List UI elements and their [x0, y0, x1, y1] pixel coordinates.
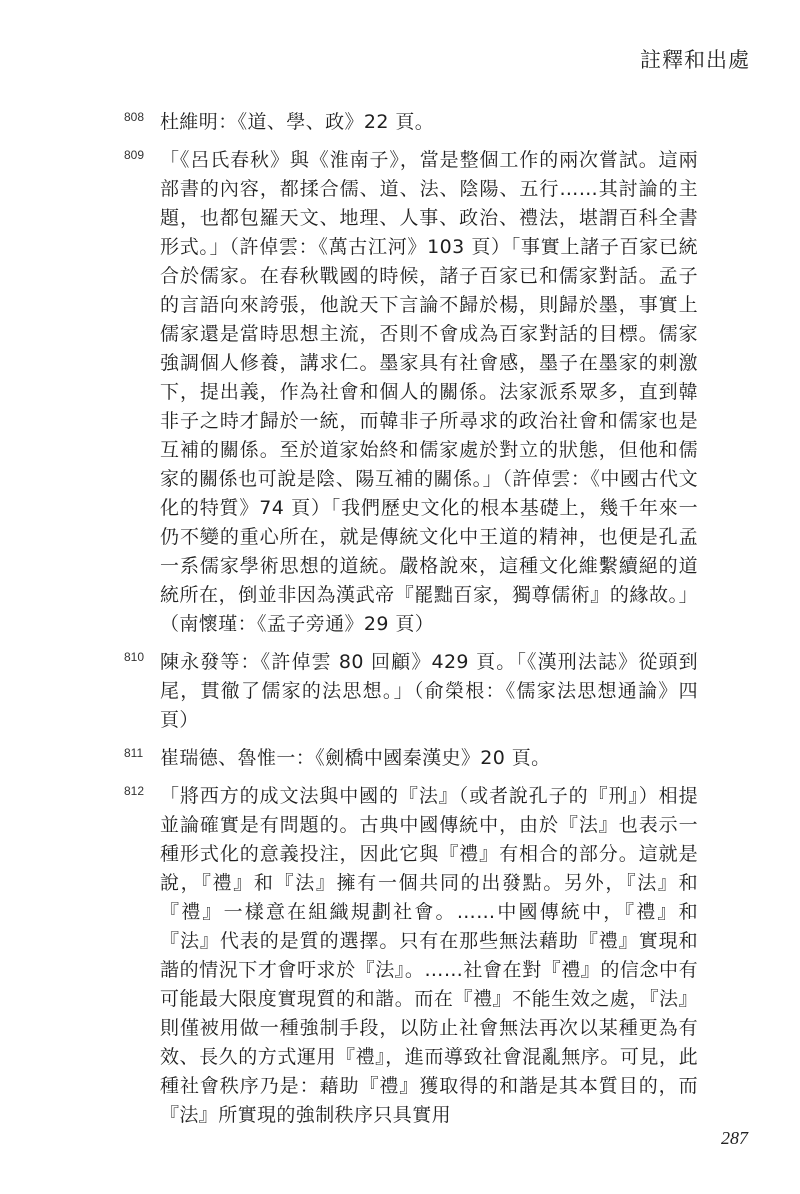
footnote-809 — [124, 146, 698, 639]
footnote-text: 崔瑞德、魯惟一：《劍橋中國秦漢史》20 頁。 — [160, 747, 551, 769]
footnote-810 — [124, 648, 698, 735]
footnote-text: 「將西方的成文法與中國的『法』（或者說孔子的『刑』）相提並論確實是有問題的。古典中國傳統中，由於『法』也表示一種形式化的意義投注，因此它與『禮』有相合的部分。這就是說，『禮』和『法』擁有一個共同的出發點。另外，『法』和『禮』一樣意在組織規劃社會。……中國傳統中，『禮』和『法』代表的是質的選擇。只有在那些無法藉助『禮』實現和諧的情況下才會吁求於『法』。……社會在對『禮』的信念中有可能最大限度實現質的和諧。而在『禮』不能生效之處，『法』則僅被用做一種強制手段，以防止社會無法再次以某種更為有效、長久的方式運用『禮』，進而導致社會混亂無序。可見，此種社會秩序乃是：藉助『禮』獲取得的和諧是其本質目的，而『法』所實現的強制秩序只具實用 — [160, 785, 698, 1126]
footnote-text: 「《呂氏春秋》與《淮南子》，當是整個工作的兩次嘗試。這兩部書的內容，都揉合儒、道、法、陰陽、五行……其討論的主題，也都包羅天文、地理、人事、政治、禮法，堪謂百科全書形式。」（許倬雲：《萬古江河》103 頁）「事實上諸子百家已統合於儒家。在春秋戰國的時候，諸子百家已和儒家對話。孟子的言語向來誇張，他說天下言論不歸於楊，則歸於墨，事實上儒家還是當時思想主流，否則不會成為百家對話的目標。儒家強調個人修養，講求仁。墨家具有社會感，墨子在墨家的刺激下，提出義，作為社會和個人的關係。法家派系眾多，直到韓非子之時才歸於一統，而韓非子所尋求的政治社會和儒家也是互補的關係。至於道家始終和儒家處於對立的狀態，但他和儒家的關係也可說是陰、陽互補的關係。」（許倬雲：《中國古代文化的特質》74 頁）「我們歷史文化的根本基礎上，幾千年來一仍不變的重心所在，就是傳統文化中王道的精神，也便是孔孟一系儒家學術思想的道統。嚴格說來，這種文化維繫續絕的道統所在，倒並非因為漢武帝『罷黜百家，獨尊儒術』的緣故。」（南懷瑾：《孟子旁通》29 頁） — [160, 149, 698, 635]
footnote-811 — [124, 744, 698, 773]
footnote-text: 杜維明：《道、學、政》22 頁。 — [160, 111, 435, 133]
footnote-number: 811 — [124, 746, 144, 760]
footnote-list — [124, 108, 698, 1139]
footnote-number: 812 — [124, 784, 145, 798]
footnote-number: 808 — [124, 110, 145, 124]
page-number: 287 — [721, 1128, 748, 1148]
footnote-text: 陳永發等：《許倬雲 80 回顧》429 頁。「《漢刑法誌》從頭到尾，貫徹了儒家的法思想。」（俞榮根：《儒家法思想通論》四頁） — [160, 651, 698, 731]
footnote-number: 809 — [124, 148, 145, 162]
running-header: 註釋和出處 — [640, 48, 750, 72]
footnote-812 — [124, 782, 698, 1130]
footnote-808 — [124, 108, 698, 137]
footnote-number: 810 — [124, 650, 145, 664]
